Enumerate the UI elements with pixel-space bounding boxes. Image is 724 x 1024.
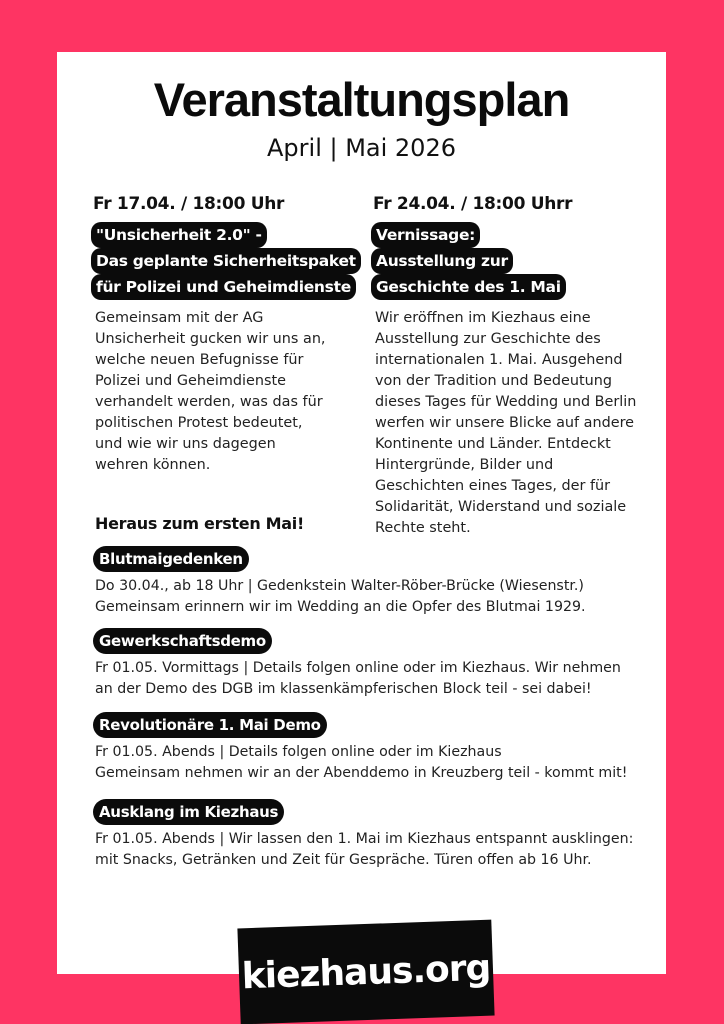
event-title-line: Ausstellung zur [371, 248, 513, 274]
event-description: Gemeinsam mit der AG Unsicherheit gucken wir uns an, welche neuen Befugnisse für Polizei und Geheimdienste verhandelt werden, was das für politischen Protest bedeutet, und wie wir uns dagegen wehren können. [95, 310, 326, 473]
mai-item-text: Fr 01.05. Abends | Details folgen online oder im Kiezhaus Gemeinsam nehmen wir an der Abenddemo in Kreuzberg teil - kommt mit! [95, 744, 628, 781]
event-title-line: für Polizei und Geheimdienste [91, 274, 356, 300]
event-title-line: "Unsicherheit 2.0" - [91, 222, 267, 248]
mai-item-text: Fr 01.05. Abends | Wir lassen den 1. Mai im Kiezhaus entspannt ausklingen: mit Snacks, Getränken und Zeit für Gespräche. Türen offen ab 16 Uhr. [95, 831, 634, 868]
mai-item-title: Blutmaigedenken [93, 546, 249, 572]
mai-item-revolutionaere-demo [93, 712, 653, 784]
mai-item-gewerkschaftsdemo [93, 628, 653, 700]
mai-item-ausklang [93, 799, 653, 871]
page-title: Veranstaltungsplan [153, 73, 570, 126]
event-title-line: Vernissage: [371, 222, 480, 248]
event-card-1 [93, 194, 383, 476]
poster-sheet [57, 52, 666, 974]
mai-section-heading: Heraus zum ersten Mai! [95, 514, 304, 533]
mai-item-title: Gewerkschaftsdemo [93, 628, 272, 654]
mai-item-text: Do 30.04., ab 18 Uhr | Gedenkstein Walter-Röber-Brücke (Wiesenstr.) Gemeinsam erinnern wir im Wedding an die Opfer des Blutmai 1929. [95, 578, 586, 615]
event-description: Wir eröffnen im Kiezhaus eine Ausstellung zur Geschichte des internationalen 1. Mai. Ausgehend von der Tradition und Bedeutung dieses Tages für Wedding und Berlin werfen wir unsere Blicke auf andere Kontinente und Länder. Entdeckt Hintergründe, Bilder und Geschichten eines Tages, der für Solidarität, Widerstand und soziale Rechte steht. [375, 310, 637, 536]
kiezhaus-logo [237, 920, 494, 1024]
logo-text: kiezhaus.org [241, 947, 491, 997]
mai-item-text: Fr 01.05. Vormittags | Details folgen online oder im Kiezhaus. Wir nehmen an der Demo des DGB im klassenkämpferischen Block teil - sei dabei! [95, 660, 621, 697]
mai-item-blutmaigedenken [93, 546, 653, 618]
event-card-2 [373, 194, 663, 539]
event-title [91, 222, 383, 300]
event-title-line: Geschichte des 1. Mai [371, 274, 566, 300]
event-title [371, 222, 663, 300]
event-date-time: Fr 17.04. / 18:00 Uhr [93, 194, 285, 214]
mai-item-title: Revolutionäre 1. Mai Demo [93, 712, 327, 738]
mai-item-title: Ausklang im Kiezhaus [93, 799, 284, 825]
event-title-line: Das geplante Sicherheitspaket [91, 248, 361, 274]
event-date-time: Fr 24.04. / 18:00 Uhrr [373, 194, 573, 214]
page-subtitle: April | Mai 2026 [267, 134, 456, 162]
